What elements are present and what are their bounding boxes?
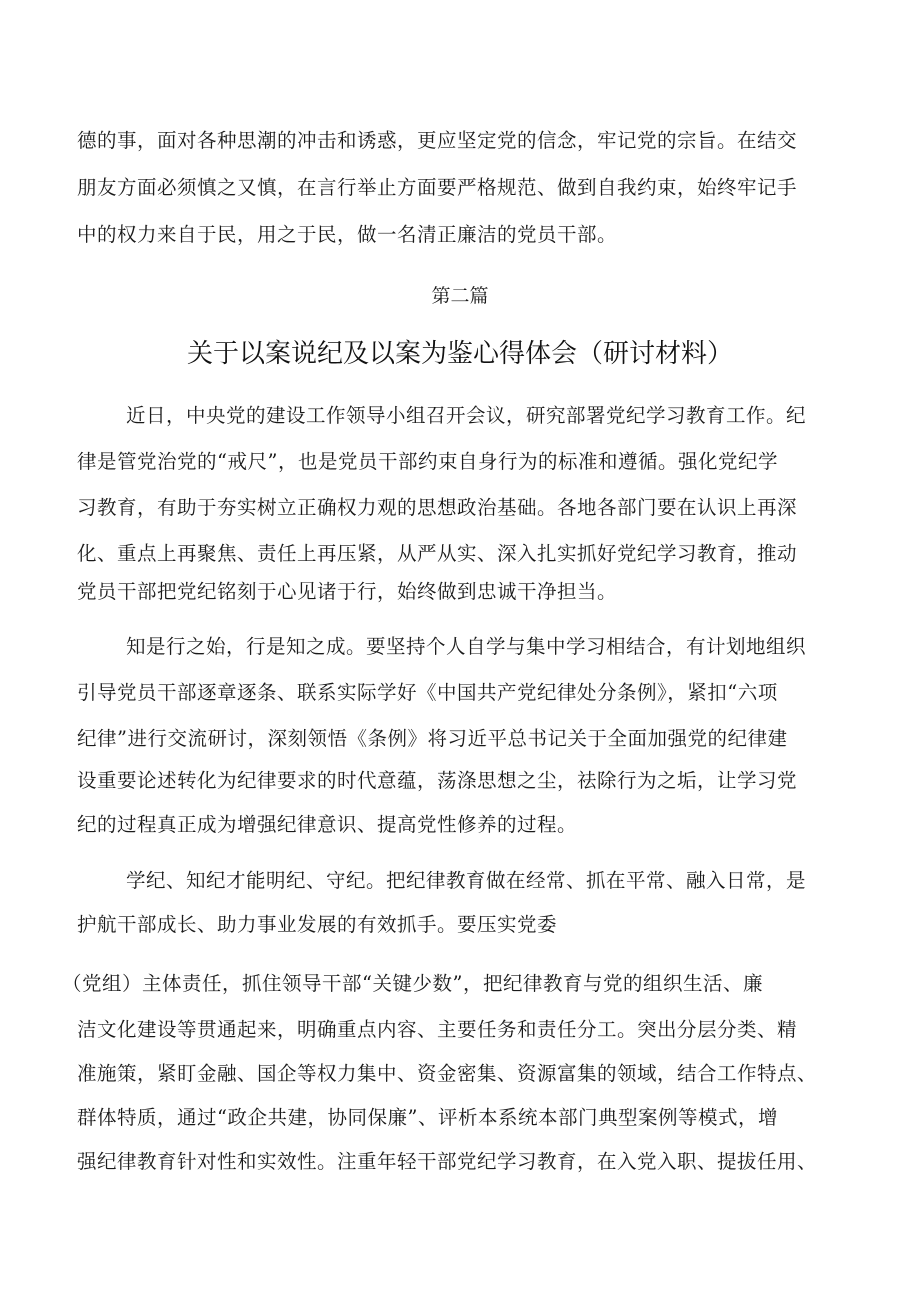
paragraph-line: 纪律”进行交流研讨，深刻领悟《条例》将习近平总书记关于全面加强党的纪律建 <box>77 727 788 750</box>
paragraph-line: 党员干部把党纪铭刻于心见诸于行，始终做到忠诚干净担当。 <box>77 580 618 603</box>
paragraph-line: （党组）主体责任，抓住领导干部“关键少数”，把纪律教育与党的组织生活、廉 <box>62 972 763 995</box>
paragraph-line: 纪的过程真正成为增强纪律意识、提高党性修养的过程。 <box>77 813 578 836</box>
document-title: 关于以案说纪及以案为鉴心得体会（研讨材料） <box>186 339 733 369</box>
paragraph-line: 洁文化建设等贯通起来，明确重点内容、主要任务和责任分工。突出分层分类、精 <box>77 1018 798 1041</box>
paragraph-line: 强纪律教育针对性和实效性。注重年轻干部党纪学习教育，在入党入职、提拔任用、 <box>77 1150 818 1173</box>
paragraph-line: 近日，中央党的建设工作领导小组召开会议，研究部署党纪学习教育工作。纪 <box>126 404 807 427</box>
paragraph-line: 知是行之始，行是知之成。要坚持个人自学与集中学习相结合，有计划地组织 <box>126 635 807 658</box>
intro-line: 德的事，面对各种思潮的冲击和诱惑，更应坚定党的信念，牢记党的宗旨。在结交 <box>77 129 798 152</box>
intro-line: 朋友方面必须慎之又慎，在言行举止方面要严格规范、做到自我约束，始终牢记手 <box>77 176 798 199</box>
paragraph-line: 化、重点上再聚焦、责任上再压紧，从严从实、深入扎实抓好党纪学习教育，推动 <box>77 542 798 565</box>
paragraph-line: 学纪、知纪才能明纪、守纪。把纪律教育做在经常、抓在平常、融入日常，是 <box>126 869 807 892</box>
paragraph-line: 护航干部成长、助力事业发展的有效抓手。要压实党委 <box>77 913 558 936</box>
paragraph-line: 群体特质，通过“政企共建，协同保廉”、评析本系统本部门典型案例等模式，增 <box>77 1106 778 1129</box>
intro-line: 中的权力来自于民，用之于民，做一名清正廉洁的党员干部。 <box>77 223 618 246</box>
section-label: 第二篇 <box>431 285 489 307</box>
paragraph-line: 设重要论述转化为纪律要求的时代意蕴，荡涤思想之尘，祛除行为之垢，让学习党 <box>77 769 798 792</box>
paragraph-line: 律是管党治党的“戒尺”，也是党员干部约束自身行为的标准和遵循。强化党纪学 <box>77 450 778 473</box>
paragraph-line: 准施策，紧盯金融、国企等权力集中、资金密集、资源富集的领域，结合工作特点、 <box>77 1062 818 1085</box>
paragraph-line: 引导党员干部逐章逐条、联系实际学好《中国共产党纪律处分条例》，紧扣“六项 <box>77 681 778 704</box>
paragraph-line: 习教育，有助于夯实树立正确权力观的思想政治基础。各地各部门要在认识上再深 <box>77 496 798 519</box>
